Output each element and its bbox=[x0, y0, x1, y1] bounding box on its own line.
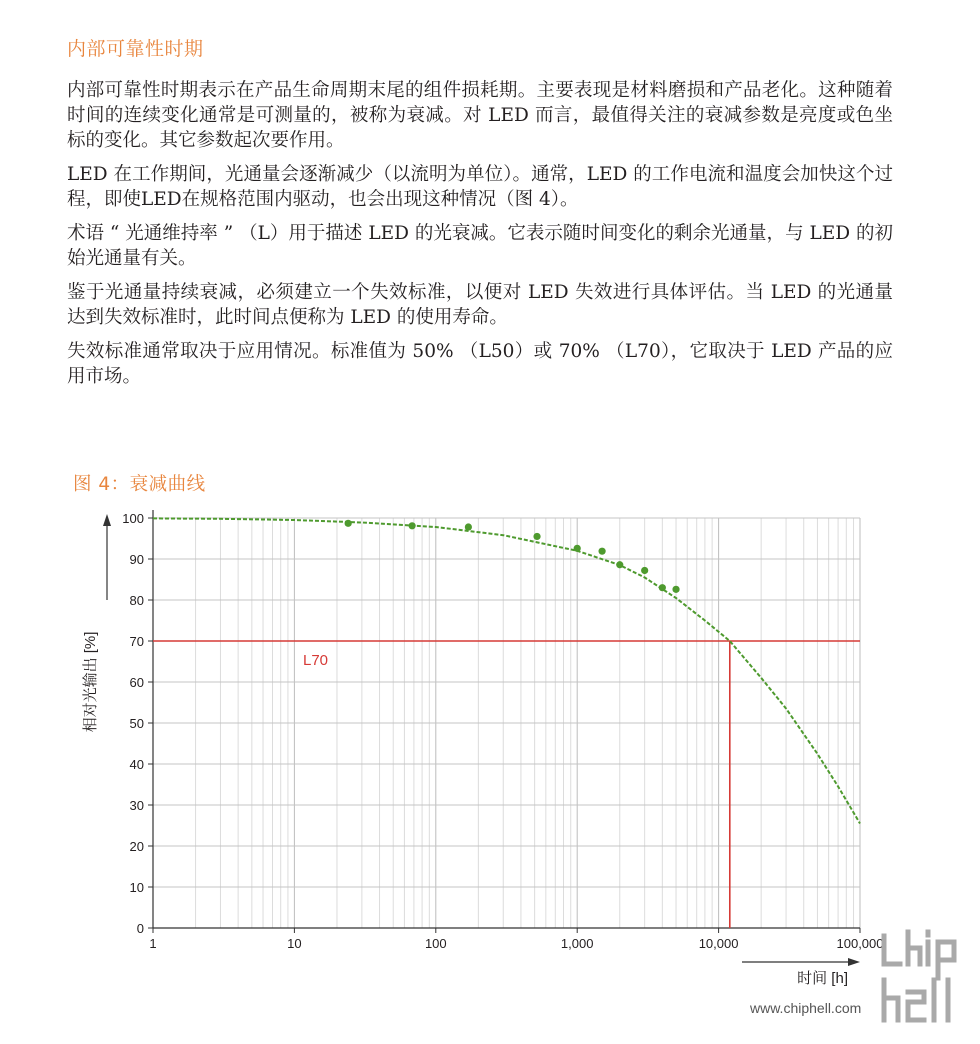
y-tick-label: 10 bbox=[129, 880, 144, 895]
chiphell-logo bbox=[878, 928, 968, 1028]
measured-point bbox=[672, 586, 679, 593]
measured-point bbox=[659, 584, 666, 591]
x-axis-arrow-head bbox=[848, 958, 860, 966]
y-axis-arrow-head bbox=[103, 514, 111, 526]
paragraph-5: 失效标准通常取决于应用情况。标准值为 50% （L50）或 70% （L70），它取决于 LED 产品的应用市场。 bbox=[67, 341, 893, 387]
y-tick-label: 70 bbox=[129, 634, 144, 649]
paragraph-2: LED 在工作期间，光通量会逐渐减少（以流明为单位）。通常，LED 的工作电流和温度会加快这个过程，即使LED在规格范围内驱动，也会出现这种情况（图 4）。 bbox=[67, 164, 893, 210]
threshold-l70 bbox=[153, 641, 860, 928]
measured-point bbox=[533, 533, 540, 540]
y-axis-title: 相对光输出 [%] bbox=[82, 631, 99, 733]
measured-point bbox=[465, 523, 472, 530]
y-tick-label: 20 bbox=[129, 839, 144, 854]
paragraph-4: 鉴于光通量持续衰减，必须建立一个失效标准，以便对 LED 失效进行具体评估。当 LED 的光通量达到失效标准时，此时间点便称为 LED 的使用寿命。 bbox=[67, 282, 893, 328]
chart-grid bbox=[153, 518, 860, 928]
measured-point bbox=[598, 548, 605, 555]
decay-curve-line bbox=[153, 518, 860, 823]
x-tick-label: 10 bbox=[287, 936, 302, 951]
y-tick-label: 30 bbox=[129, 798, 144, 813]
measured-point bbox=[616, 561, 623, 568]
chart-series bbox=[153, 518, 860, 823]
watermark-url: www.chiphell.com bbox=[750, 1000, 862, 1016]
figure-caption: 图 4：衰减曲线 bbox=[73, 474, 206, 495]
y-tick-label: 90 bbox=[129, 552, 144, 567]
measured-point bbox=[574, 545, 581, 552]
paragraph-1: 内部可靠性时期表示在产品生命周期末尾的组件损耗期。主要表现是材料磨损和产品老化。这种随着时间的连续变化通常是可测量的，被称为衰减。对 LED 而言，最值得关注的衰减参数是亮度或色坐标的变化。其它参数起次要作用。 bbox=[67, 80, 893, 151]
x-tick-label: 100 bbox=[424, 936, 447, 951]
chart-axes bbox=[103, 510, 860, 966]
section-heading: 内部可靠性时期 bbox=[67, 38, 204, 60]
paragraph-3: 术语 “ 光通维持率 ” （L）用于描述 LED 的光衰减。它表示随时间变化的剩余光通量，与 LED 的初始光通量有关。 bbox=[67, 223, 893, 269]
y-tick-label: 50 bbox=[129, 716, 144, 731]
x-tick-label: 10,000 bbox=[698, 936, 739, 951]
y-tick-label: 60 bbox=[129, 675, 144, 690]
measured-point bbox=[345, 520, 352, 527]
y-tick-label: 80 bbox=[129, 593, 144, 608]
x-tick-label: 1,000 bbox=[560, 936, 594, 951]
chart-labels bbox=[82, 511, 884, 987]
threshold-label: L70 bbox=[303, 652, 329, 669]
x-axis-title: 时间 [h] bbox=[797, 970, 848, 987]
x-tick-label: 100,000 bbox=[836, 936, 884, 951]
measured-point bbox=[409, 522, 416, 529]
y-tick-label: 40 bbox=[129, 757, 144, 772]
x-tick-label: 1 bbox=[149, 936, 157, 951]
measured-point bbox=[641, 567, 648, 574]
y-tick-label: 0 bbox=[136, 921, 144, 936]
y-tick-label: 100 bbox=[122, 511, 144, 526]
